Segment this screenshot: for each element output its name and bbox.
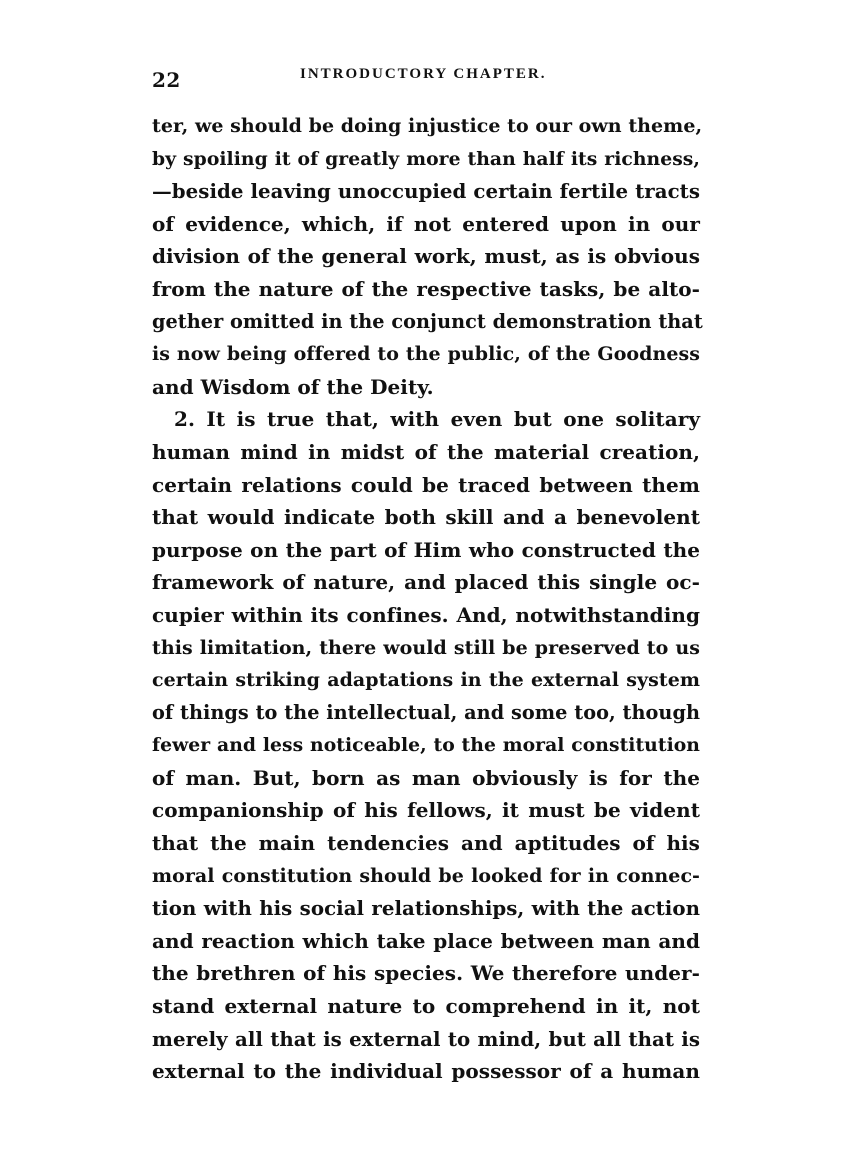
text-line: moral constitution should be looked for in connec- xyxy=(152,864,700,887)
text-line: of things to the intellectual, and some too, though xyxy=(152,700,700,724)
text-line: human mind in midst of the material creation, xyxy=(152,439,700,464)
text-line: division of the general work, must, as is obvious xyxy=(152,244,700,269)
text-line: cupier within its confines. And, notwithstanding xyxy=(152,602,700,627)
text-line: certain relations could be traced between them xyxy=(152,472,700,497)
text-line: fewer and less noticeable, to the moral constitution xyxy=(152,734,700,757)
chapter-title: INTRODUCTORY CHAPTER. xyxy=(300,66,547,82)
text-line: from the nature of the respective tasks, be alto- xyxy=(152,276,700,301)
text-line: —beside leaving unoccupied certain fertile tracts xyxy=(152,179,700,204)
text-line: by spoiling it of greatly more than half its richness, xyxy=(152,147,700,170)
text-line: ter, we should be doing injustice to our own theme, xyxy=(152,115,703,137)
text-line: purpose on the part of Him who constructed the xyxy=(152,537,700,562)
text-line: stand external nature to comprehend in it, not xyxy=(152,994,700,1019)
text-line: and Wisdom of the Deity. xyxy=(152,374,434,399)
text-line: merely all that is external to mind, but all that is xyxy=(152,1026,700,1051)
text-line: that would indicate both skill and a benevolent xyxy=(152,505,700,530)
paragraph-start-line: 2. It is true that, with even but one solitary xyxy=(174,407,700,432)
text-line: that the main tendencies and aptitudes of his xyxy=(152,831,700,856)
text-line: of man. But, born as man obviously is for the xyxy=(152,765,700,790)
text-line: external to the individual possessor of a human xyxy=(152,1059,700,1084)
text-line: and reaction which take place between man and xyxy=(152,928,700,953)
text-line: gether omitted in the conjunct demonstration that xyxy=(152,309,703,333)
text-line: framework of nature, and placed this single oc- xyxy=(152,570,700,595)
text-line: companionship of his fellows, it must be vident xyxy=(152,798,700,823)
text-line: the brethren of his species. We therefore under- xyxy=(152,961,700,986)
text-line: of evidence, which, if not entered upon in our xyxy=(152,211,700,236)
body-text xyxy=(152,110,703,1088)
text-line: is now being offered to the public, of the Goodness xyxy=(152,343,700,366)
page-number: 22 xyxy=(152,68,181,92)
text-line: certain striking adaptations in the external system xyxy=(152,669,700,692)
text-line: tion with his social relationships, with the action xyxy=(152,896,700,921)
running-head xyxy=(152,62,700,92)
text-line: this limitation, there would still be preserved to us xyxy=(152,636,700,659)
